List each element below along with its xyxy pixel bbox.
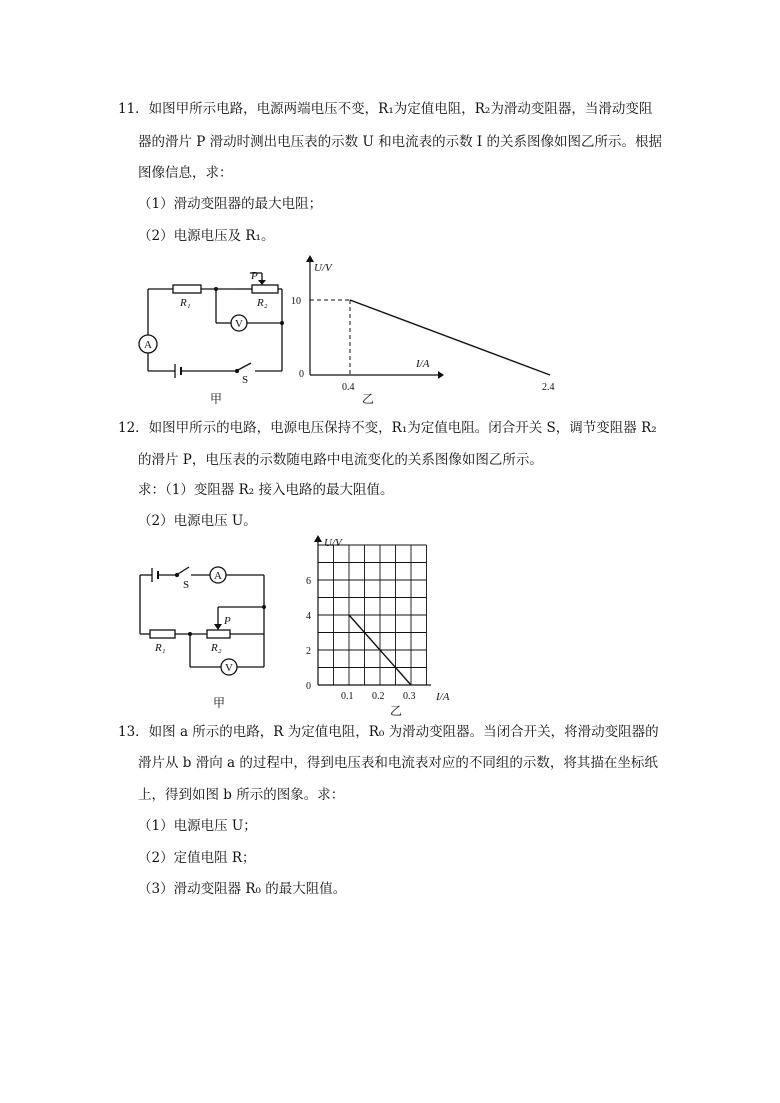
q12-y-tick-label: 6 bbox=[306, 576, 311, 587]
q13-line-6: （3）滑动变阻器 R₀ 的最大阻值。 bbox=[138, 881, 347, 897]
q11-circuit-diagram bbox=[130, 265, 300, 410]
q12-graph-caption: 乙 bbox=[390, 704, 403, 718]
q11-x-tick-label: 0.4 bbox=[342, 382, 355, 393]
q11-circuit-caption: 甲 bbox=[210, 392, 223, 406]
q12-circuit-caption: 甲 bbox=[213, 696, 226, 710]
q12-y-tick-label: 4 bbox=[306, 611, 311, 622]
q12-voltmeter-label: V bbox=[225, 662, 233, 674]
q12-ammeter-label: A bbox=[214, 570, 222, 582]
q12-slider-label: P bbox=[224, 615, 231, 627]
q12-x-tick-label: 0.2 bbox=[372, 691, 385, 702]
q11-rheostat-r2 bbox=[252, 285, 278, 293]
q12-x-tick-label: 0.1 bbox=[341, 691, 354, 702]
q13-line-2: 滑片从 b 滑向 a 的过程中，得到电压表和电流表对应的不同组的示数，将其描在坐标纸 bbox=[138, 755, 658, 771]
q13-line-5: （2）定值电阻 R； bbox=[138, 850, 256, 866]
q12-r1-label: R₁ bbox=[155, 642, 166, 654]
q12-resistor-r1 bbox=[150, 630, 175, 638]
q11-voltmeter-label: V bbox=[235, 318, 243, 330]
q12-ui-graph bbox=[298, 532, 468, 722]
q11-ui-graph bbox=[290, 250, 555, 410]
q12-y-axis-label: U/V bbox=[324, 537, 342, 549]
q11-x-tick-label: 2.4 bbox=[542, 382, 555, 393]
q12-line-2: 的滑片 P，电压表的示数随电路中电流变化的关系图像如图乙所示。 bbox=[138, 452, 543, 468]
q12-r2-label: R₂ bbox=[211, 642, 222, 654]
q11-ammeter-label: A bbox=[144, 339, 152, 351]
q11-switch-label: S bbox=[242, 374, 249, 386]
q11-slider-label: P bbox=[251, 270, 258, 282]
q12-x-axis-label: I/A bbox=[436, 691, 450, 703]
q11-origin-label: 0 bbox=[299, 369, 304, 380]
q13-line-4: （1）电源电压 U； bbox=[138, 818, 257, 834]
q11-switch bbox=[238, 363, 251, 370]
q12-line-3: 求：（1）变阻器 R₂ 接入电路的最大阻值。 bbox=[138, 482, 394, 498]
q11-line-4: （1）滑动变阻器的最大电阻； bbox=[138, 196, 323, 212]
q12-switch bbox=[178, 567, 189, 574]
q12-line-1: 12．如图甲所示的电路，电源电压保持不变，R₁为定值电阻。闭合开关 S，调节变阻器 R₂ bbox=[118, 420, 657, 436]
q12-y-tick-label: 2 bbox=[306, 646, 311, 657]
q11-line-5: （2）电源电压及 R₁。 bbox=[138, 228, 275, 244]
q11-resistor-r1 bbox=[173, 285, 201, 293]
q11-line-2: 器的滑片 P 滑动时测出电压表的示数 U 和电流表的示数 I 的关系图像如图乙所示。根据 bbox=[138, 134, 663, 150]
q11-x-axis-label: I/A bbox=[416, 358, 430, 370]
q12-line-4: （2）电源电压 U。 bbox=[138, 513, 257, 529]
q12-circuit-diagram bbox=[125, 555, 285, 715]
q11-r2-label: R₂ bbox=[257, 297, 268, 309]
q12-x-tick-label: 0.3 bbox=[403, 691, 416, 702]
q12-rheostat-r2 bbox=[207, 630, 230, 638]
q11-line-1: 11．如图甲所示电路，电源两端电压不变，R₁为定值电阻，R₂为滑动变阻器，当滑动变阻 bbox=[118, 101, 653, 117]
q11-y-tick-label: 10 bbox=[291, 296, 301, 307]
q11-graph-caption: 乙 bbox=[362, 392, 375, 406]
q11-data-line bbox=[350, 300, 550, 375]
q13-line-1: 13．如图 a 所示的电路，R 为定值电阻，R₀ 为滑动变阻器。当闭合开关，将滑动变阻器的 bbox=[118, 724, 659, 740]
q12-switch-label: S bbox=[183, 579, 190, 591]
q11-y-axis-label: U/V bbox=[314, 262, 332, 274]
q12-origin-label: 0 bbox=[306, 681, 311, 692]
q13-line-3: 上，得到如图 b 所示的图象。求： bbox=[138, 787, 345, 803]
q11-r1-label: R₁ bbox=[180, 297, 191, 309]
q11-line-3: 图像信息，求： bbox=[138, 165, 233, 181]
